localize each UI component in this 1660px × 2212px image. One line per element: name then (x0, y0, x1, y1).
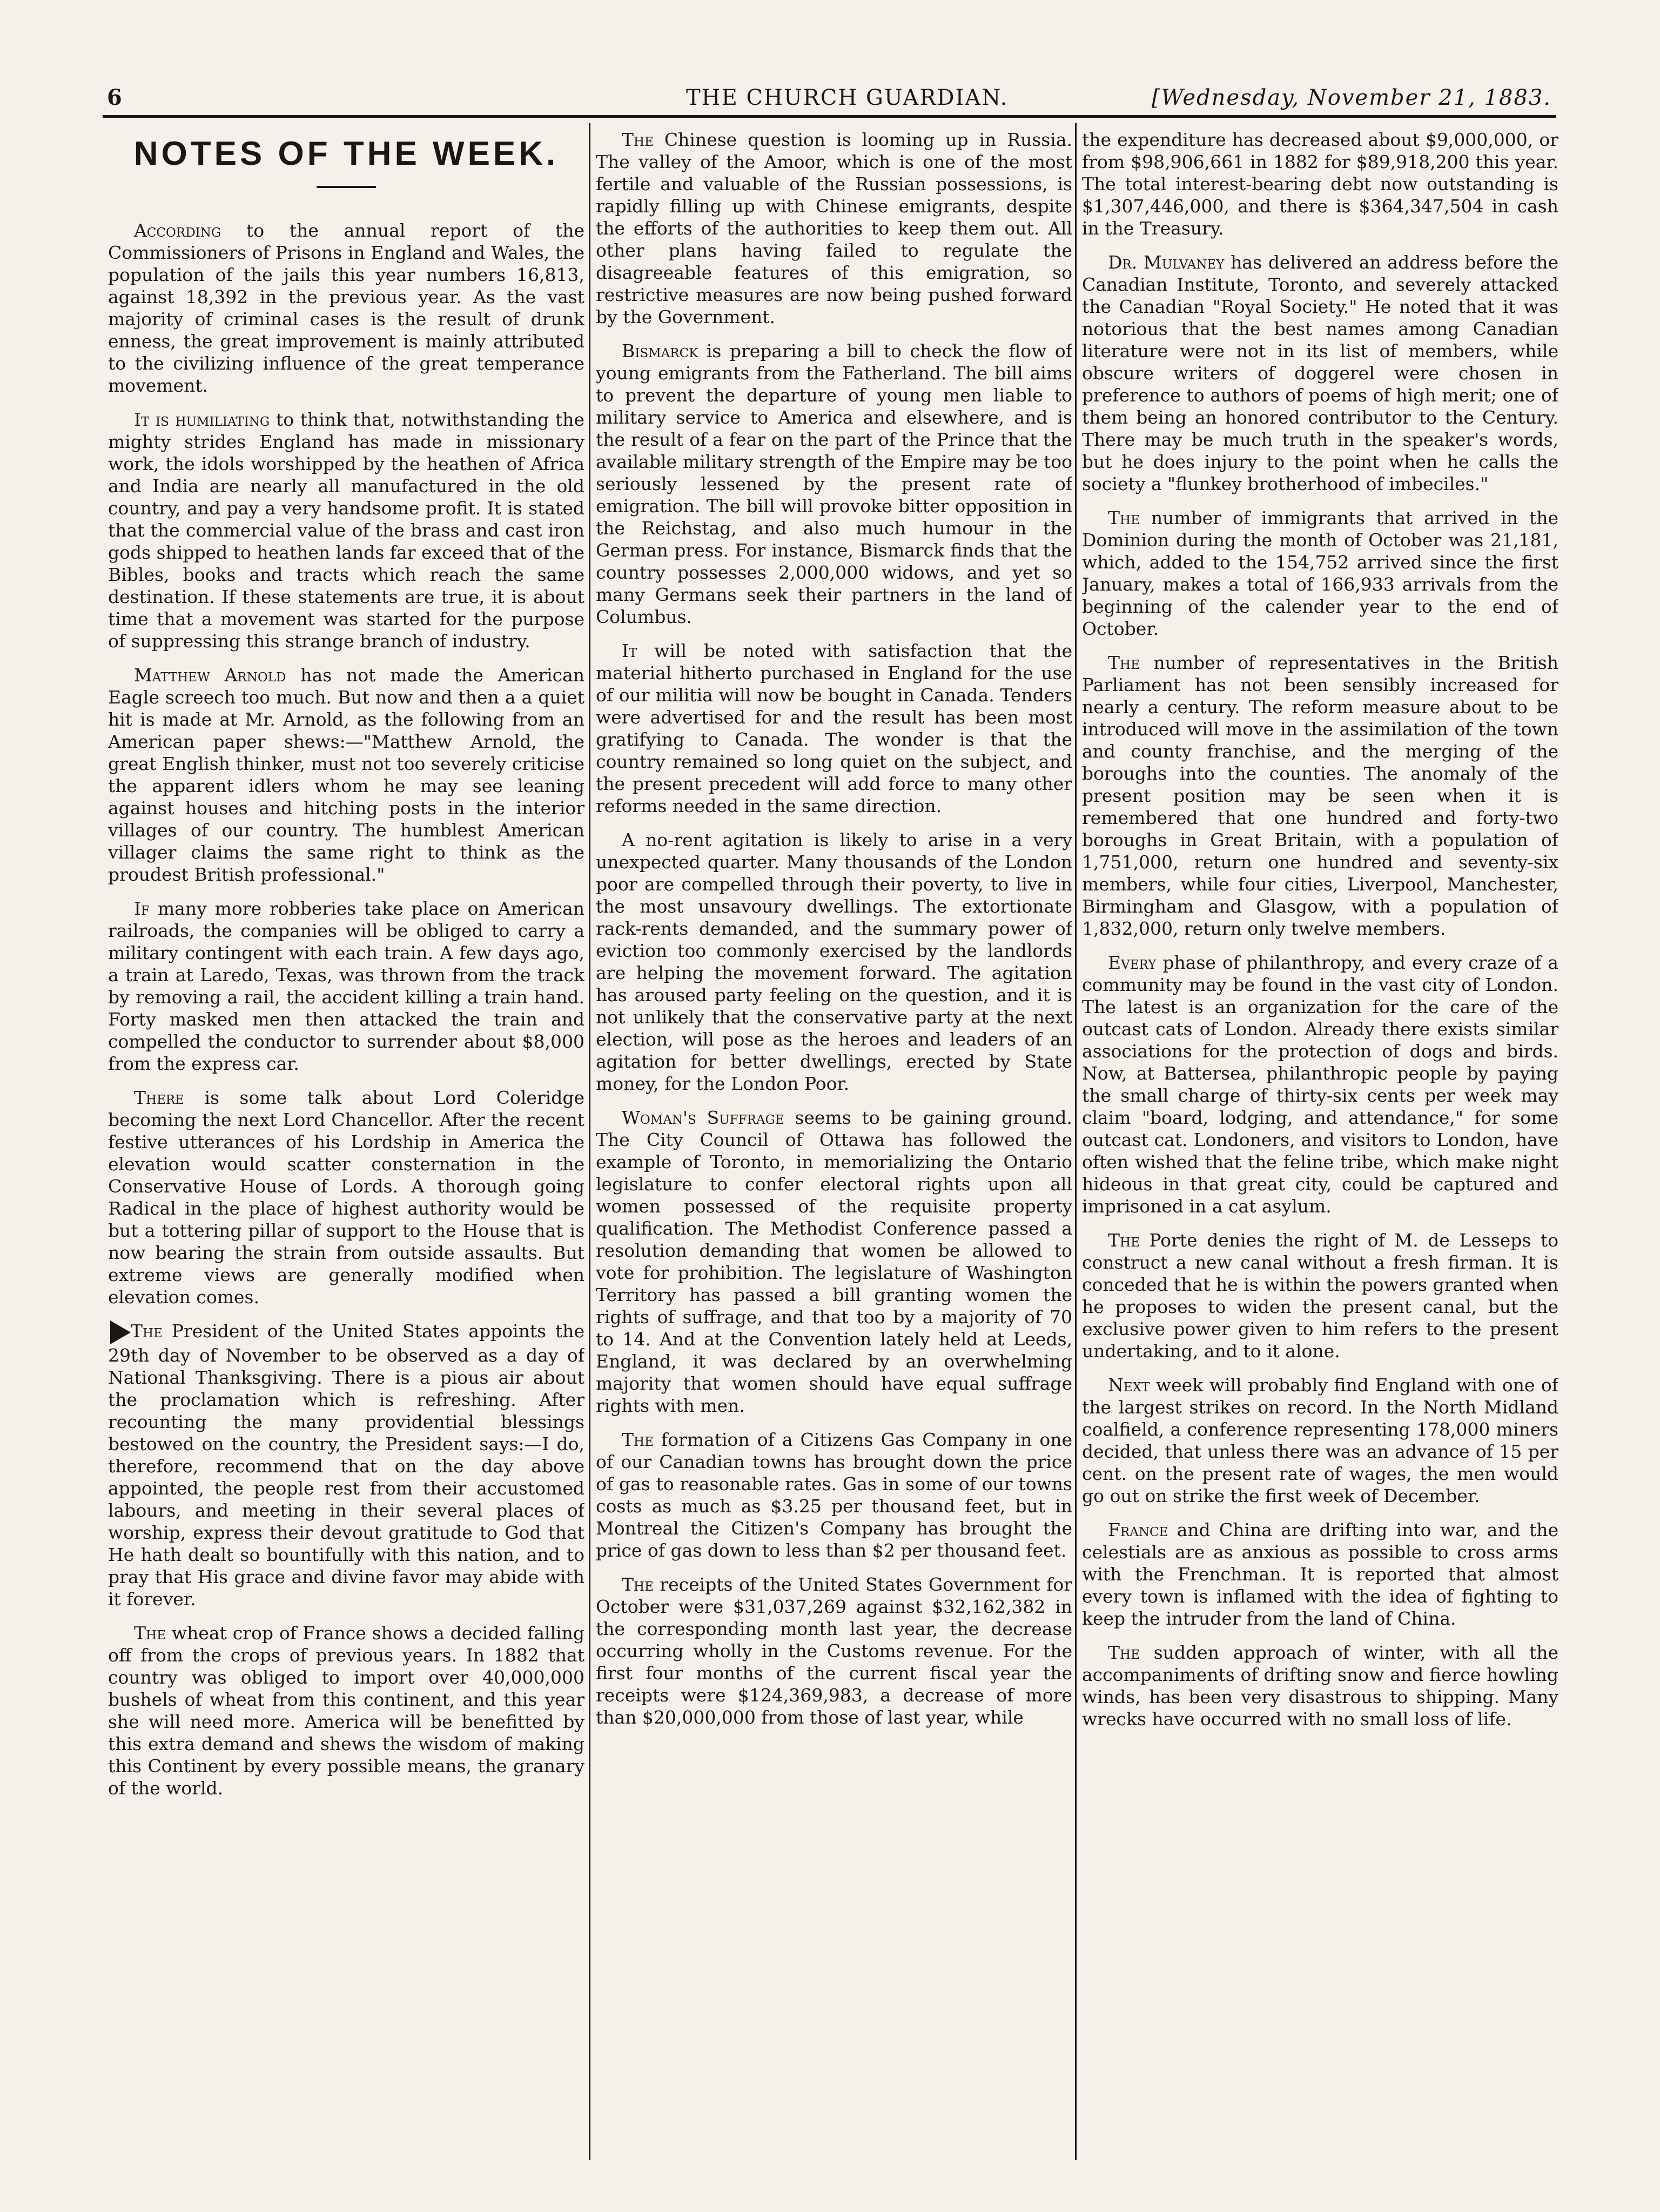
paragraph-text: has delivered an address before the Canadian Institute, Toronto, and severely attacked the Canadian "Royal Society." He noted that it was notorious that the best names among Canadian literature were not in its list of members, while obscure writers of doggerel were chosen in preference to authors of poems of high merit; one of them being an honored contributor to the Century. There may be much truth in the speaker's words, but he does injury to the point when he calls the society a "flunkey brotherhood of imbeciles." (1082, 252, 1558, 494)
header-rule (103, 115, 1556, 118)
paragraph-text: no-rent agitation is likely to arise in a very unexpected quarter. Many thousands of the London poor are compelled through their poverty, to live in the most unsavoury dwellings. The extortionate rack-rents demanded, and the summary power of eviction too commonly exercised by the landlords are helping the movement forward. The agitation has aroused party feeling on the question, and it is not unlikely that the conservative party at the next election, will pose as the heroes and leaders of an agitation for better dwellings, erected by State money, for the London Poor. (596, 829, 1072, 1094)
lead-words: It is humiliating (134, 409, 270, 430)
paragraph-text: Chinese question is looming up in Russia. The valley of the Amoor, which is one of the most fertile and valuable of the Russian possessions, is rapidly filling up with Chinese emigrants, despite the efforts of the authorities to keep them out. All other plans having failed to regulate the disagreeable features of this emigration, so restrictive measures are now being pushed forward by the Government. (596, 129, 1072, 327)
news-paragraph (108, 408, 584, 652)
lead-words: According (134, 220, 221, 241)
news-paragraph (1082, 1374, 1558, 1507)
paragraph-text: week will probably find England with one of the largest strikes on record. In the North Midland coalfield, a conference representing 178,000 miners decided, that unless there was an advance of 15 per cent. on the present rate of wages, the men would go out on strike the first week of December. (1082, 1375, 1558, 1506)
news-paragraph (108, 1087, 584, 1308)
section-title: NOTES OF THE WEEK. (133, 135, 559, 172)
page-number: 6 (107, 85, 123, 110)
news-paragraph (596, 640, 1072, 817)
paragraph-text: will be noted with satisfaction that the material hitherto purchased in England for the use of our militia will now be bought in Canada. Tenders were advertised for and the result has been most gratifying to Canada. The wonder is that the country remained so long quiet on the subject, and the present precedent will add force to many other reforms needed in the same direction. (596, 640, 1072, 816)
news-paragraph (1082, 507, 1558, 640)
news-paragraph (596, 1429, 1072, 1561)
news-paragraph (1082, 251, 1558, 495)
paragraph-text: many more robberies take place on American railroads, the companies will be obliged to carry a military contingent with each train. A few days ago, a train at Laredo, Texas, was thrown from the track by removing a rail, the accident killing a train hand. Forty masked men then attacked the train and compelled the conductor to surrender about $8,000 from the express car. (108, 898, 584, 1074)
lead-words: If (134, 898, 150, 919)
lead-words: Dr. Mulvaney (1108, 252, 1225, 273)
news-paragraph (1082, 129, 1558, 239)
paragraph-text: number of immigrants that arrived in the Dominion during the month of October was 21,181, which, added to the 154,752 arrived since the first January, makes a total of 166,933 arrivals from the beginning of the calender year to the end of October. (1082, 507, 1558, 639)
lead-words: A (622, 829, 635, 850)
lead-words: Next (1108, 1375, 1150, 1396)
paragraph-text: seems to be gaining ground. The City Council of Ottawa has followed the example of Toronto, in memorializing the Ontario legislature to confer electoral rights upon all women possessed of the requisite property qualification. The Methodist Conference passed a resolution demanding that women be allowed to vote for prohibition. The legislature of Washington Territory has passed a bill granting women the rights of suffrage, and that too by a majority of 70 to 14. And at the Convention lately held at Leeds, England, it was declared by an overwhelming majority that women should have equal suffrage rights with men. (596, 1107, 1072, 1416)
paragraph-text: has not made the American Eagle screech too much. But now and then a a quiet hit is made at Mr. Arnold, as the following from an American paper shews:—"Matthew Arnold, the great English thinker, must not too severely criticise the apparent idlers whom he may see leaning against houses and hitching posts in the interior villages of our country. The humblest American villager claims the same right to think as the proudest British professional." (108, 665, 584, 885)
column-1-paragraphs (108, 219, 584, 1799)
news-paragraph (108, 1622, 584, 1799)
lead-words: The (131, 1321, 163, 1342)
news-paragraph (596, 1107, 1072, 1417)
news-paragraph (108, 897, 584, 1075)
issue-date: [Wednesday, November 21, 1883. (1151, 85, 1551, 110)
lead-words: The (622, 1574, 654, 1595)
paragraph-text: is preparing a bill to check the flow of young emigrants from the Fatherland. The bill aims to prevent the departure of young men liable to military service to America and elsewhere, and is the result of a fear on the part of the Prince that the available military strength of the Empire may be too seriously lessened by the present rate of emigration. The bill will provoke bitter opposition in the Reichstag, and also much humour in the German press. For instance, Bismarck finds that the country possesses 2,000,000 widows, and yet so many Germans seek their partners in the land of Columbus. (596, 340, 1072, 627)
lead-words: The (1108, 1642, 1140, 1663)
news-paragraph (1082, 652, 1558, 940)
column-2-paragraphs (596, 129, 1072, 1728)
paragraph-text: the expenditure has decreased about $9,000,000, or from $98,906,661 in 1882 for $89,918,200 this year. The total interest-bearing debt now outstanding is $1,307,446,000, and there is $364,347,504 in cash in the Treasury. (1082, 129, 1558, 239)
lead-words: Woman's Suffrage (622, 1107, 784, 1128)
paragraph-text: to the annual report of the Commissioners of Prisons in England and Wales, the population of the jails this year numbers 16,813, against 18,392 in the previous year. As the vast majority of criminal cases is the result of drunk enness, the great improvement is mainly attributed to the civilizing influence of the great temperance movement. (108, 220, 584, 396)
news-paragraph (1082, 1229, 1558, 1362)
lead-words: France (1108, 1519, 1168, 1540)
lead-words: Every (1108, 952, 1157, 973)
news-paragraph (108, 1320, 584, 1610)
news-paragraph (1082, 951, 1558, 1217)
paragraph-text: receipts of the United States Government for October were $31,037,269 against $32,162,382 in the corresponding month last year, the decrease occurring wholly in the Customs revenue. For the first four months of the current fiscal year the receipts were $124,369,983, a decrease of more than $20,000,000 from those of last year, while (596, 1574, 1072, 1728)
column-3 (1082, 129, 1558, 2160)
news-paragraph (1082, 1519, 1558, 1630)
paragraph-text: President of the United States appoints the 29th day of November to be observed as a day of National Thanksgiving. There is a pious air about the proclamation which is refreshing. After recounting the many providential blessings bestowed on the country, the President says:—I do, therefore, recommend that on the day above appointed, the people rest from their accustomed labours, and meeting in their several places of worship, express their devout gratitude to God that He hath dealt so bountifully with this nation, and to pray that His grace and divine favor may abide with it forever. (108, 1321, 584, 1610)
news-paragraph (596, 829, 1072, 1095)
lead-words: The (622, 129, 654, 150)
paragraph-text: number of representatives in the British Parliament has not been sensibly increased for nearly a century. The reform measure about to be introduced will move in the assimilation of the town and county franchise, and the merging of the boroughs into the counties. The anomaly of the present position may be seen when it is remembered that one hundred and forty-two boroughs in Great Britain, with a population of 1,751,000, return one hundred and seventy-six members, while four cities, Liverpool, Manchester, Birmingham and Glasgow, with a population of 1,832,000, return only twelve members. (1082, 652, 1558, 939)
paragraph-text: is some talk about Lord Coleridge becoming the next Lord Chancellor. After the recent festive utterances of his Lordship in America the elevation would scatter consternation in the Conservative House of Lords. A thorough going Radical in the place of highest authority would be but a tottering pillar of support to the House that is now bearing the strain from outside assaults. But extreme views are generally modified when elevation comes. (108, 1087, 584, 1308)
column-3-paragraphs (1082, 129, 1558, 1730)
lead-words: Matthew Arnold (134, 665, 286, 686)
lead-words: There (134, 1087, 184, 1108)
news-paragraph (596, 1573, 1072, 1728)
paragraph-text: and China are drifting into war, and the celestials are as anxious as possible to cross arms with the Frenchman. It is reported that almost every town is inflamed with the idea of fighting to keep the intruder from the land of China. (1082, 1519, 1558, 1629)
title-rule (317, 186, 376, 188)
news-paragraph (596, 340, 1072, 628)
news-paragraph (108, 219, 584, 397)
column-divider (589, 123, 590, 2160)
column-2 (596, 129, 1072, 2160)
paragraph-text: Porte denies the right of M. de Lesseps to construct a new canal without a fresh firman. It is conceded that he is within the powers granted when he proposes to widen the present canal, but the exclusive power given to him refers to the present undertaking, and to it alone. (1082, 1230, 1558, 1362)
lead-words: Bismarck (622, 340, 698, 361)
paragraph-text: formation of a Citizens Gas Company in one of our Canadian towns has brought down the price of gas to reasonable rates. Gas in some of our towns costs as much as $3.25 per thousand feet, but in Montreal the Citizen's Company has brought the price of gas down to less than $2 per thousand feet. (596, 1429, 1072, 1561)
lead-words: The (1108, 652, 1140, 673)
paragraph-text: phase of philanthropy, and every craze of a community may be found in the vast city of London. The latest is an organization for the care of the outcast cats of London. Already there exists similar associations for the protection of dogs and birds. Now, at Battersea, philanthropic people by paying the small charge of thirty-six cents per week may claim "board, lodging, and attendance," for some outcast cat. Londoners, and visitors to London, have often wished that the feline tribe, which make night hideous in that great city, could be captured and imprisoned in a cat asylum. (1082, 952, 1558, 1217)
publication-title: THE CHURCH GUARDIAN. (686, 85, 1009, 110)
paragraph-text: sudden approach of winter, with all the accompaniments of drifting snow and fierce howling winds, has been very disastrous to shipping. Many wrecks have occurred with no small loss of life. (1082, 1642, 1558, 1730)
lead-words: The (1108, 507, 1140, 528)
page-header (103, 86, 1556, 113)
news-paragraph (108, 664, 584, 886)
column-divider (1075, 123, 1077, 2160)
lead-words: The (622, 1429, 654, 1450)
lead-words: The (1108, 1230, 1140, 1251)
news-paragraph (596, 129, 1072, 328)
lead-words: It (622, 640, 637, 661)
paragraph-text: wheat crop of France shows a decided falling off from the crops of previous years. In 1882 that country was obliged to import over 40,000,000 bushels of wheat from this continent, and this year she will need more. America will be benefitted by this extra demand and shews the wisdom of making this Continent by every possible means, the granary of the world. (108, 1623, 584, 1799)
pointing-hand-icon (110, 1321, 131, 1344)
paragraph-text: to think that, notwithstanding the mighty strides England has made in missionary work, the idols worshipped by the heathen of Africa and India are nearly all manufactured in the old country, and pay a very handsome profit. It is stated that the commercial value of the brass and cast iron gods shipped to heathen lands far exceed that of the Bibles, books and tracts which reach the same destination. If these statements are true, it is about time that a movement was started for the purpose of suppressing this strange branch of industry. (108, 409, 584, 652)
lead-words: The (134, 1623, 166, 1644)
column-1 (108, 129, 584, 2160)
news-paragraph (1082, 1641, 1558, 1730)
